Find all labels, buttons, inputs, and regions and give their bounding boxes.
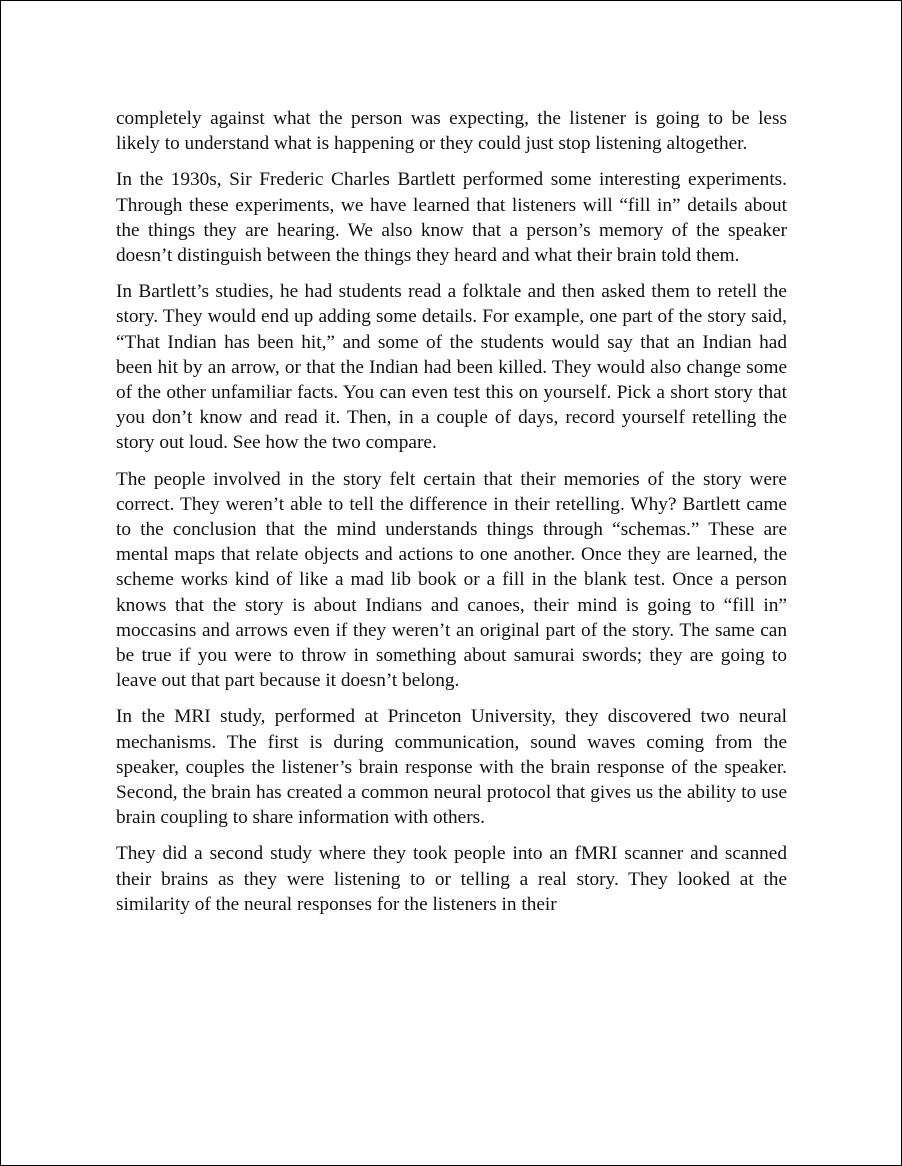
paragraph-1: completely against what the person was expecting, the listener is going to be less likely to understand what is happening or they could just stop listening altogether. [116,108,787,155]
paragraph-5: In the MRI study, performed at Princeton University, they discovered two neural mechanisms. The first is during communication, sound waves coming from the speaker, couples the listener’s brain response with the brain response of the speaker. Second, the brain has created a common neural protocol that gives us the ability to use brain coupling to share information with others. [116,706,787,829]
page-body [116,106,787,928]
paragraph-6: They did a second study where they took people into an fMRI scanner and scanned their brains as they were listening to or telling a real story. They looked at the similarity of the neural responses for the listeners in their [116,843,787,915]
paragraph-4: The people involved in the story felt certain that their memories of the story were correct. They weren’t able to tell the difference in their retelling. Why? Bartlett came to the conclusion that the mind understands things through “schemas.” These are mental maps that relate objects and actions to one another. Once they are learned, the scheme works kind of like a mad lib book or a fill in the blank test. Once a person knows that the story is about Indians and canoes, their mind is going to “fill in” moccasins and arrows even if they weren’t an original part of the story. The same can be true if you were to throw in something about samurai swords; they are going to leave out that part because it doesn’t belong. [116,468,787,692]
paragraph-3: In Bartlett’s studies, he had students read a folktale and then asked them to retell the story. They would end up adding some details. For example, one part of the story said, “That Indian has been hit,” and some of the students would say that an Indian had been hit by an arrow, or that the Indian had been killed. They would also change some of the other unfamiliar facts. You can even test this on yourself. Pick a short story that you don’t know and read it. Then, in a couple of days, record yourself retelling the story out loud. See how the two compare. [116,281,787,454]
paragraph-2: In the 1930s, Sir Frederic Charles Bartlett performed some interesting experiments. Through these experiments, we have learned that listeners will “fill in” details about the things they are hearing. We also know that a person’s memory of the speaker doesn’t distinguish between the things they heard and what their brain told them. [116,169,787,267]
